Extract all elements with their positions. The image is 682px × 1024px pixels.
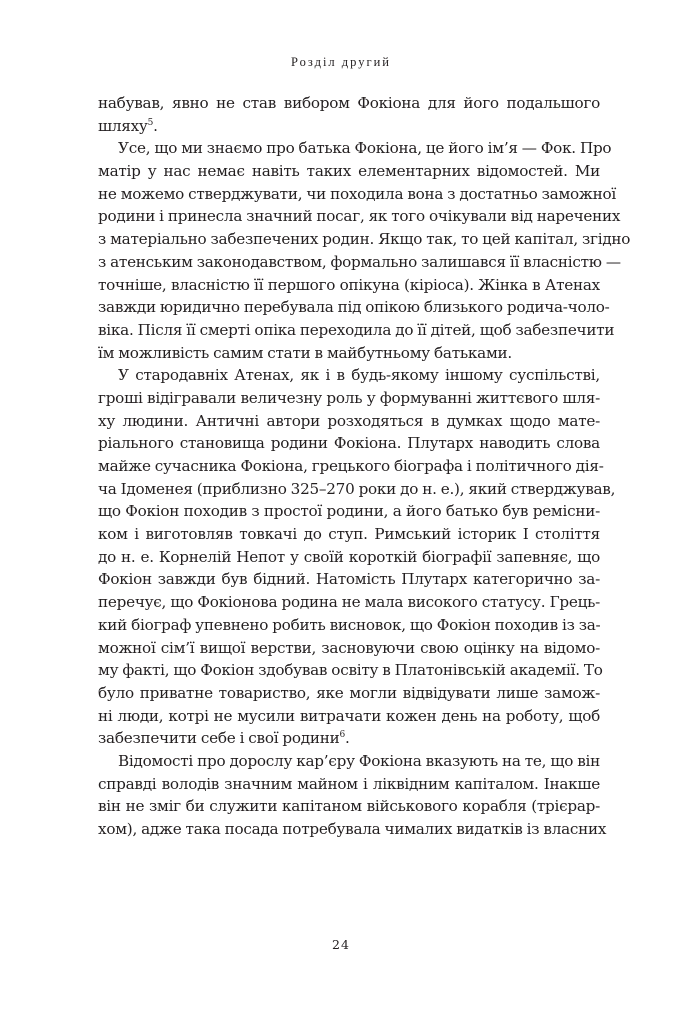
text-line: хом), адже така посада потребувала чималих видатків із власних (98, 820, 607, 838)
running-header: Розділ другий (291, 55, 391, 69)
text-line: що Фокіон походив з простої родини, а його батько був ремісни- (98, 502, 600, 521)
text-line: У стародавніх Атенах, як і в будь-якому іншому суспільстві, (118, 366, 600, 385)
text-line: до н. е. Корнелій Непот у своїй короткій біографії запевняє, що (98, 547, 600, 566)
body-text (98, 92, 631, 841)
text-line: їм можливість самим стати в майбутньому батьками. (98, 343, 512, 362)
text-line: Відомості про дорослу кар’єру Фокіона вказують на те, що він (118, 751, 600, 770)
text-line: з матеріально забезпечених родин. Якщо так, то цей капітал, згідно (98, 230, 631, 249)
text-line: він не зміг би служити капітаном військового корабля (трієрар- (98, 797, 600, 816)
text-line: Фокіон завжди був бідний. Натомість Плутарх категорично за- (98, 570, 600, 589)
text-line: справді володів значним майном і ліквідним капіталом. Інакше (98, 774, 600, 793)
text-line: му факті, що Фокіон здобував освіту в Платонівській академії. То (98, 661, 603, 680)
footnote-ref[interactable]: 6 (339, 730, 345, 741)
text-line: ча Ідоменея (приблизно 325–270 роки до н. е.), який стверджував, (98, 479, 616, 498)
text-line: набував, явно не став вибором Фокіона для його подальшого (98, 94, 600, 112)
text-line: було приватне товариство, яке могли відвідувати лише замож- (98, 683, 600, 702)
text-line: шляху$^5$. (98, 116, 158, 135)
text-line: майже сучасника Фокіона, грецького біографа і політичного дія- (98, 457, 604, 475)
text-line: можної сім’ї вищої верстви, засновуючи свою оцінку на відомо- (98, 638, 600, 657)
text-line: гроші відігравали величезну роль у формуванні життєвого шля- (98, 388, 600, 407)
page-number: 24 (332, 937, 350, 952)
text-line: точніше, власністю її першого опікуна (кіріоса). Жінка в Атенах (98, 275, 600, 294)
text-line: кий біограф упевнено робить висновок, що Фокіон походив із за- (98, 615, 601, 634)
footnote-ref[interactable]: 5 (147, 117, 154, 128)
text-line: не можемо стверджувати, чи походила вона з достатньо заможної (98, 184, 616, 203)
text-line: Усе, що ми знаємо про батька Фокіона, це його ім’я — Фок. Про (118, 139, 612, 158)
text-line: з атенським законодавством, формально залишався її власністю — (98, 252, 621, 271)
text-line: ху людини. Античні автори розходяться в думках щодо мате- (98, 411, 600, 430)
text-line: родини і принесла значний посаг, як того очікували від наречених (98, 207, 621, 226)
text-line: ні люди, котрі не мусили витрачати кожен день на роботу, щоб (98, 706, 600, 725)
text-line: віка. Після її смерті опіка переходила до її дітей, щоб забезпечити (98, 320, 615, 339)
text-line: забезпечити себе і свої родини$^6$. (98, 729, 350, 748)
text-line: матір у нас немає навіть таких елементарних відомостей. Ми (98, 162, 600, 181)
text-line: ком і виготовляв товкачі до ступ. Римський історик І століття (98, 525, 600, 544)
text-line: ріального становища родини Фокіона. Плутарх наводить слова (98, 434, 600, 453)
text-line: перечує, що Фокіонова родина не мала високого статусу. Грець- (98, 593, 600, 612)
text-line: завжди юридично перебувала під опікою близького родича-чоло- (98, 298, 610, 317)
